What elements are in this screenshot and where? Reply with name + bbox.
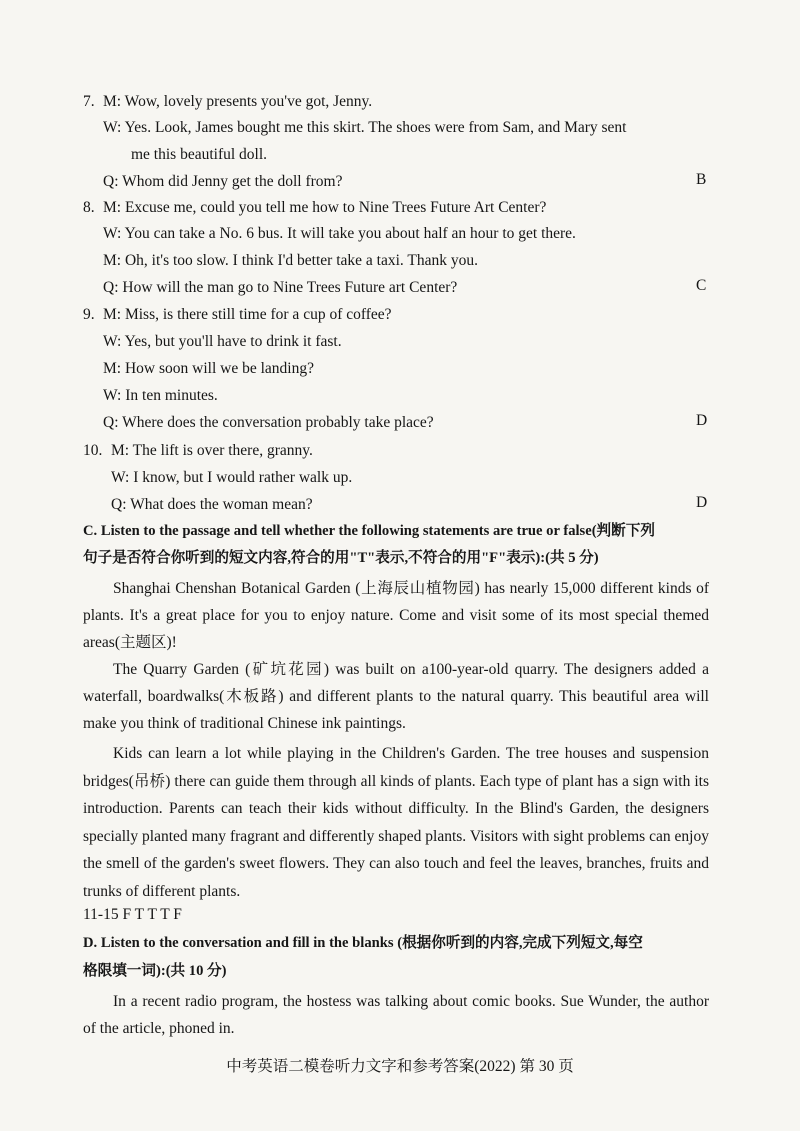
- question-7-line-2: W: Yes. Look, James bought me this skirt. The shoes were from Sam, and Mary sent: [103, 119, 627, 136]
- question-9-number: 9.: [83, 306, 95, 323]
- section-c-heading-line-2: 句子是否符合你听到的短文内容,符合的用"T"表示,不符合的用"F"表示):(共 5 分): [83, 550, 599, 566]
- section-c-paragraph-1: Shanghai Chenshan Botanical Garden (上海辰山植物园) has nearly 15,000 different kinds of plants. It's a great place for you to enjoy nature. Come and visit some of its most special themed areas(主题区)!: [83, 580, 709, 651]
- question-10-number: 10.: [83, 442, 103, 459]
- question-8-number: 8.: [83, 199, 95, 216]
- page-footer: 中考英语二模卷听力文字和参考答案(2022) 第 30 页: [226, 1058, 574, 1075]
- question-9-line-1: M: Miss, is there still time for a cup of coffee?: [103, 306, 392, 323]
- section-d-paragraph-1: In a recent radio program, the hostess was talking about comic books. Sue Wunder, the author of the article, phoned in.: [83, 993, 709, 1037]
- question-7-number: 7.: [83, 93, 95, 110]
- question-10-line-1: M: The lift is over there, granny.: [111, 442, 313, 459]
- question-8-line-3: M: Oh, it's too slow. I think I'd better take a taxi. Thank you.: [103, 252, 478, 269]
- question-7-answer: B: [696, 171, 707, 188]
- section-c-paragraph-3: Kids can learn a lot while playing in the Children's Garden. The tree houses and suspension bridges(吊桥) there can guide them through all kinds of plants. Each type of plant has a sign with its introduction. Parents can teach their kids without difficulty. In the Blind's Garden, the designers specially planted many fragrant and differently shaped plants. Visitors with sight problems can enjoy the smell of the garden's sweet flowers. They can also touch and feel the leaves, branches, fruits and trunks of different plants.: [83, 745, 709, 900]
- question-7-line-1: M: Wow, lovely presents you've got, Jenny.: [103, 93, 373, 110]
- question-7-line-3: me this beautiful doll.: [131, 146, 268, 163]
- question-9-line-3: M: How soon will we be landing?: [103, 360, 314, 377]
- question-7-question: Q: Whom did Jenny get the doll from?: [103, 173, 343, 190]
- section-c-paragraph-2: The Quarry Garden (矿坑花园) was built on a100-year-old quarry. The designers added a waterfall, boardwalks(木板路) and different plants to the natural quarry. This beautiful area will make you think of traditional Chinese ink paintings.: [83, 661, 709, 732]
- question-8-answer: C: [696, 277, 707, 294]
- section-c-answers: 11-15 F T T T F: [83, 906, 182, 923]
- question-10-line-2: W: I know, but I would rather walk up.: [111, 469, 353, 486]
- question-9-line-4: W: In ten minutes.: [103, 387, 218, 404]
- section-c-heading-line-1: C. Listen to the passage and tell whether the following statements are true or false(判断下列: [83, 523, 655, 539]
- question-8-question: Q: How will the man go to Nine Trees Future art Center?: [103, 279, 458, 296]
- section-d-heading-line-1: D. Listen to the conversation and fill in the blanks (根据你听到的内容,完成下列短文,每空: [83, 935, 643, 951]
- question-10-question: Q: What does the woman mean?: [111, 496, 313, 513]
- question-9-line-2: W: Yes, but you'll have to drink it fast.: [103, 333, 342, 350]
- section-d-heading-line-2: 格限填一词):(共 10 分): [83, 963, 227, 979]
- question-8-line-1: M: Excuse me, could you tell me how to Nine Trees Future Art Center?: [103, 199, 547, 216]
- question-10-answer: D: [696, 494, 708, 511]
- question-8-line-2: W: You can take a No. 6 bus. It will take you about half an hour to get there.: [103, 225, 576, 242]
- question-9-answer: D: [696, 412, 708, 429]
- question-9-question: Q: Where does the conversation probably take place?: [103, 414, 434, 431]
